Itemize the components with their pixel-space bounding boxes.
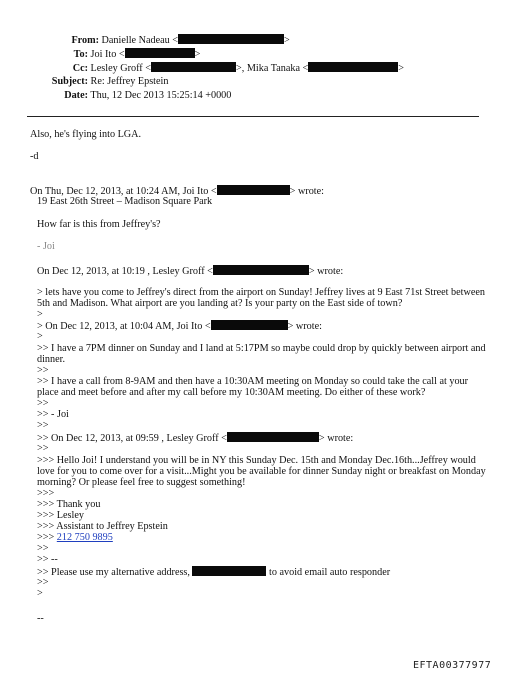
quote-marker: >>> (37, 532, 57, 543)
phone-link[interactable]: 212 750 9895 (56, 532, 113, 543)
bates-number: EFTA00377977 (413, 660, 492, 671)
header-divider (27, 116, 479, 117)
quote-line: >> I have a 7PM dinner on Sunday and I land at 5:17PM so maybe could drop by quickly between airport and (37, 343, 486, 354)
date-row (40, 90, 231, 102)
close-bracket: > (194, 49, 201, 60)
from-label: From: (71, 35, 99, 46)
quote-line: place and meet before and after my call before my 10:30AM meeting. Do either of these work? (37, 387, 426, 398)
cc-label: Cc: (72, 63, 88, 74)
redaction (308, 62, 398, 72)
quote-line: 5th and Madison. What airport are you landing at? Is your party on the East side of town? (37, 298, 403, 309)
redaction (217, 185, 290, 195)
signature: -d (30, 151, 39, 162)
wrote-text: > wrote: (287, 321, 322, 332)
quote-marker: >> (37, 443, 49, 454)
subject-label: Subject: (51, 76, 88, 87)
wrote-text: > wrote: (318, 433, 354, 444)
quote-marker: >> (37, 420, 49, 431)
to-row (48, 48, 200, 61)
cc-value: Lesley Groff < (90, 63, 151, 74)
quote-line: >>> Thank you (37, 499, 101, 510)
quote-intro-text: On Dec 12, 2013, at 10:19 , Lesley Groff < (37, 266, 213, 277)
redaction (151, 62, 236, 72)
subject-value: Re: Jeffrey Epstein (90, 76, 169, 87)
quote-marker: >> (37, 577, 49, 588)
quote-marker: >> (37, 365, 49, 376)
subject-row (40, 76, 168, 88)
quote-marker: >> (37, 398, 49, 409)
quote-intro-text: > On Dec 12, 2013, at 10:04 AM, Joi Ito < (37, 321, 211, 332)
alt-address-suffix: to avoid email auto responder (266, 567, 391, 578)
cc-value-2: >, Mika Tanaka < (236, 63, 309, 74)
from-row (48, 34, 290, 47)
address-line: 19 East 26th Street – Madison Square Park (37, 196, 213, 207)
alt-address-line (37, 566, 390, 579)
redaction (192, 566, 266, 576)
quote-line: >> -- (37, 554, 58, 565)
to-label: To: (73, 49, 88, 60)
quote-signature: >> - Joi (37, 409, 69, 420)
from-value: Danielle Nadeau < (101, 35, 179, 46)
quote-marker: > (37, 331, 43, 342)
quote-line: >>> Assistant to Jeffrey Epstein (37, 521, 168, 532)
quote-line: >>> Lesley (37, 510, 84, 521)
cc-row (48, 62, 404, 75)
body-line: Also, he's flying into LGA. (30, 129, 142, 140)
quote-marker: > (37, 309, 43, 320)
to-value: Joi Ito < (90, 49, 125, 60)
quote-marker: >>> (37, 488, 55, 499)
wrote-text: > wrote: (289, 186, 324, 197)
signature-joi: - Joi (37, 241, 55, 252)
quote-intro (37, 265, 343, 278)
close-bracket: > (398, 63, 405, 74)
redaction (213, 265, 309, 275)
redaction (211, 320, 288, 330)
redaction (178, 34, 284, 44)
redaction (125, 48, 195, 58)
quote-line: morning? Or please feel free to suggest something! (37, 477, 246, 488)
quote-intro (37, 432, 353, 445)
question-line: How far is this from Jeffrey's? (37, 219, 161, 230)
close-bracket: > (284, 35, 290, 46)
quote-line: >>> Hello Joi! I understand you will be in NY this Sunday Dec. 15th and Monday Dec.16th...Jeffrey would (37, 455, 476, 466)
quote-intro-text: >> On Dec 12, 2013, at 09:59 , Lesley Groff < (37, 433, 227, 444)
wrote-text: > wrote: (308, 266, 344, 277)
date-label: Date: (64, 90, 88, 101)
quote-intro-text: On Thu, Dec 12, 2013, at 10:24 AM, Joi Ito < (30, 186, 217, 197)
alt-address-text: >> Please use my alternative address, (37, 567, 193, 578)
quote-intro (37, 320, 322, 333)
quote-line: love for you to come over for a visit...Might you be available for dinner Sunday night or breakfast on Monday (37, 466, 486, 477)
quote-marker: >> (37, 543, 49, 554)
redaction (227, 432, 319, 442)
quote-line: > lets have you come to Jeffrey's direct from the airport on Sunday! Jeffrey lives at 9 East 71st Street between (37, 287, 485, 298)
quote-marker: > (37, 588, 43, 599)
date-value: Thu, 12 Dec 2013 15:25:14 +0000 (90, 90, 232, 101)
quote-line: dinner. (37, 354, 66, 365)
separator-dashes: -- (37, 613, 44, 624)
quote-line: >> I have a call from 8-9AM and then have a 10:30AM meeting on Monday so could take the call at your (37, 376, 469, 387)
